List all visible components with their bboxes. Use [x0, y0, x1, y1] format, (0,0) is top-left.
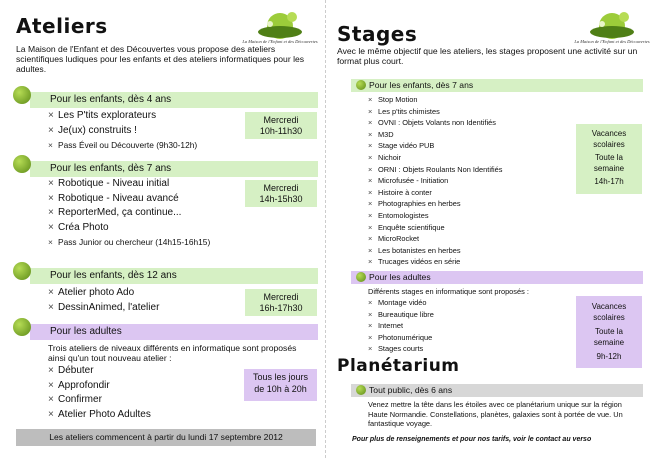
- schedule-line: Toute la: [594, 153, 624, 162]
- ateliers-title: Ateliers: [16, 14, 108, 38]
- schedule-day: Tous les jours: [252, 372, 309, 382]
- list-item: × Stage vidéo PUB: [368, 140, 502, 152]
- schedule-line: semaine: [593, 163, 625, 173]
- list-item: × Enquête scientifique: [368, 222, 502, 234]
- contact-note: Pour plus de renseignements et pour nos tarifs, voir le contact au verso: [352, 436, 592, 443]
- schedule-line: Vacances: [591, 129, 627, 138]
- list-item: × OVNI : Objets Volants non Identifiés: [368, 117, 502, 129]
- list-item: × Les P'tits explorateurs: [48, 109, 197, 124]
- list-item: × Trucages vidéos en série: [368, 256, 502, 268]
- stages-s1-list: [368, 94, 502, 268]
- list-item: × Photonumérique: [368, 332, 434, 344]
- schedule-day: Mercredi: [263, 115, 299, 125]
- ateliers-s2-schedule: [245, 180, 317, 207]
- ateliers-intro: La Maison de l'Enfant et des Découvertes vous propose des ateliers scientifiques ludiques pour les enfants et des ateliers informatiques pour les adultes.: [16, 44, 305, 74]
- stages-page: [325, 0, 650, 458]
- bullet-ball-icon: [356, 385, 366, 395]
- ateliers-s1-schedule: [245, 112, 317, 139]
- stages-s1-schedule: [576, 124, 642, 194]
- logo: [242, 8, 318, 48]
- schedule-time: 14h-15h30: [259, 194, 303, 204]
- logo-icon: [582, 8, 642, 40]
- list-item: × Robotique - Niveau avancé: [48, 192, 210, 207]
- ateliers-s2-heading: Pour les enfants, dès 7 ans: [30, 161, 318, 177]
- list-item: × Débuter: [48, 364, 151, 379]
- list-item: × Stop Motion: [368, 94, 502, 106]
- schedule-time: de 10h à 20h: [254, 383, 307, 394]
- bullet-ball-icon: [356, 80, 366, 90]
- schedule-line: Vacances: [591, 302, 627, 311]
- ateliers-s4-intro: Trois ateliers de niveaux différents en informatique sont proposés ainsi qu'un tout nouveau atelier :: [48, 343, 297, 363]
- logo-caption: La Maison de l'Enfant et des Découvertes: [574, 39, 650, 44]
- schedule-time: 14h-17h: [594, 177, 624, 186]
- schedule-line: scolaires: [593, 139, 625, 149]
- ateliers-s1-heading: Pour les enfants, dès 4 ans: [30, 92, 318, 108]
- planetarium-text: Venez mettre la tête dans les étoiles avec ce planétarium unique sur la région Haute Normandie. Constellations, planètes, galaxies sont à portée de vue. Un fantastique voyage.: [368, 400, 623, 429]
- list-item: × ORNI : Objets Roulants Non Identifiés: [368, 164, 502, 176]
- list-item: × Pass Éveil ou Découverte (9h30-12h): [48, 138, 197, 153]
- ateliers-s3-list: [48, 286, 159, 315]
- ateliers-s2-list: [48, 177, 210, 250]
- logo-caption: La Maison de l'Enfant et des Découvertes: [242, 39, 318, 44]
- stages-s1-heading: Pour les enfants, dès 7 ans: [351, 79, 643, 92]
- schedule-line: scolaires: [593, 312, 625, 322]
- bullet-ball-icon: [13, 86, 31, 104]
- list-item: × Internet: [368, 320, 434, 332]
- list-item: × MicroRocket: [368, 233, 502, 245]
- list-item: × Pass Junior ou chercheur (14h15-16h15): [48, 235, 210, 250]
- schedule-time: 16h-17h30: [259, 303, 303, 313]
- ateliers-s3-heading: Pour les enfants, dès 12 ans: [30, 268, 318, 284]
- schedule-line: semaine: [593, 337, 625, 347]
- list-item: × Entomologistes: [368, 210, 502, 222]
- list-item: × Créa Photo: [48, 221, 210, 236]
- schedule-day: Mercredi: [263, 292, 299, 302]
- stages-intro: Avec le même objectif que les ateliers, les stages proposent une activité sur un format plus court.: [337, 46, 638, 66]
- list-item: × Atelier Photo Adultes: [48, 408, 151, 423]
- stages-s2-schedule: [576, 296, 642, 368]
- list-item: × M3D: [368, 129, 502, 141]
- ateliers-s4-list: [48, 364, 151, 422]
- bullet-ball-icon: [13, 262, 31, 280]
- list-item: × Les p'tits chimistes: [368, 106, 502, 118]
- ateliers-s3-schedule: [245, 289, 317, 316]
- list-item: × Approfondir: [48, 379, 151, 394]
- list-item: × Bureautique libre: [368, 309, 434, 321]
- list-item: × Robotique - Niveau initial: [48, 177, 210, 192]
- schedule-time: 9h-12h: [596, 352, 622, 361]
- bullet-ball-icon: [13, 155, 31, 173]
- ateliers-s1-list: [48, 109, 197, 153]
- logo-icon: [250, 8, 310, 40]
- list-item: × Les botanistes en herbes: [368, 245, 502, 257]
- bullet-ball-icon: [13, 318, 31, 336]
- list-item: × Stages courts: [368, 343, 434, 355]
- list-item: × Microfusée - Initiation: [368, 175, 502, 187]
- ateliers-s4-heading: Pour les adultes: [30, 324, 318, 340]
- stages-title: Stages: [337, 22, 418, 46]
- list-item: × Confirmer: [48, 393, 151, 408]
- list-item: × Je(ux) construits !: [48, 124, 197, 139]
- stages-s2-heading: Pour les adultes: [351, 271, 643, 284]
- planetarium-heading: Tout public, dès 6 ans: [351, 384, 643, 397]
- list-item: × Atelier photo Ado: [48, 286, 159, 301]
- list-item: × Histoire à conter: [368, 187, 502, 199]
- list-item: × Montage vidéo: [368, 297, 434, 309]
- list-item: × Photographies en herbes: [368, 198, 502, 210]
- ateliers-s4-schedule: [244, 369, 317, 401]
- list-item: × ReporterMed, ça continue...: [48, 206, 210, 221]
- schedule-line: Toute la: [594, 327, 624, 336]
- list-item: × Nichoir: [368, 152, 502, 164]
- list-item: × DessinAnimed, l'atelier: [48, 301, 159, 316]
- stages-s2-intro: Différents stages en informatique sont proposés :: [368, 287, 529, 296]
- ateliers-footer: Les ateliers commencent à partir du lundi 17 septembre 2012: [16, 429, 316, 446]
- bullet-ball-icon: [356, 272, 366, 282]
- planetarium-title: Planétarium: [337, 356, 460, 376]
- schedule-day: Mercredi: [263, 183, 299, 193]
- stages-s2-list: [368, 297, 434, 355]
- schedule-time: 10h-11h30: [259, 126, 303, 136]
- logo: [574, 8, 650, 48]
